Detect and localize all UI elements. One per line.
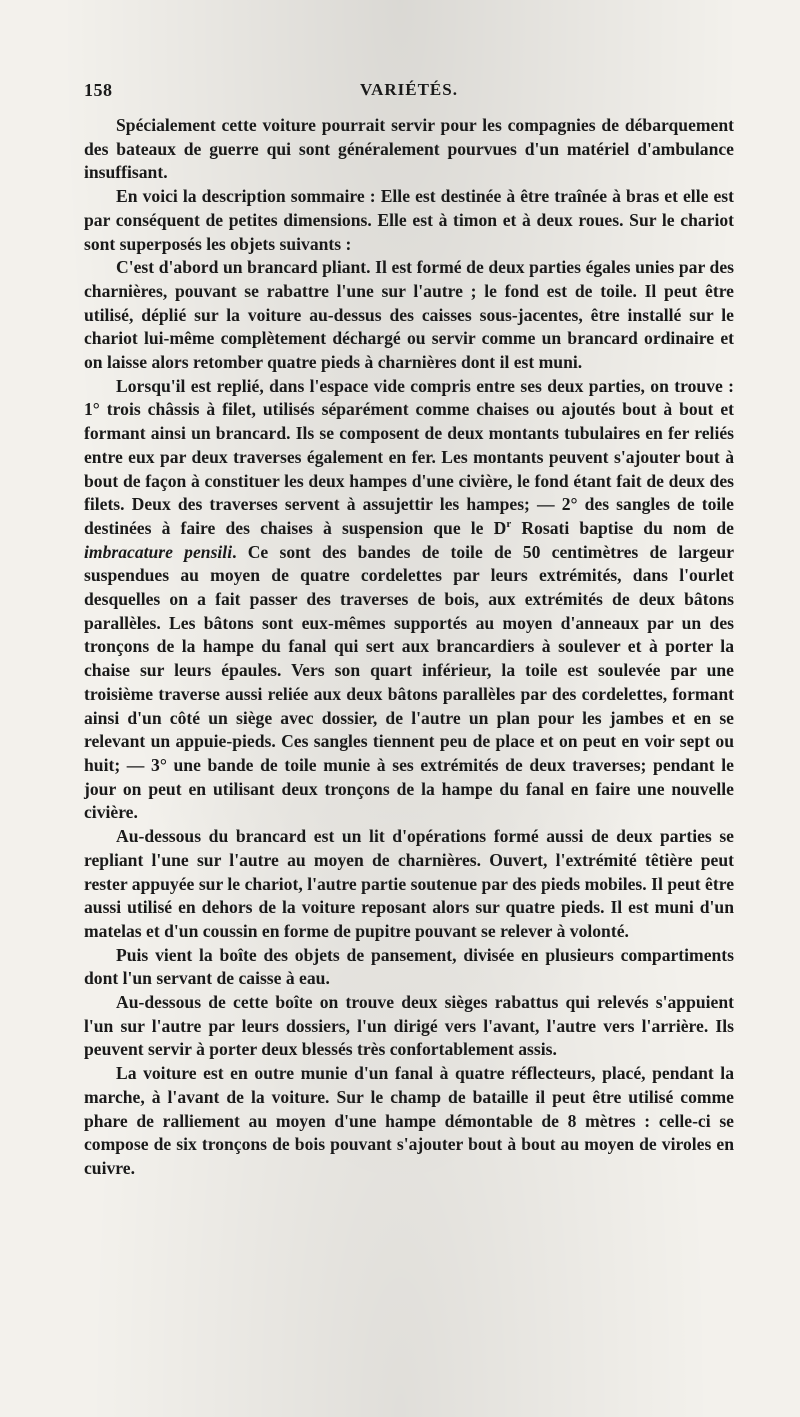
paragraph-lantern: La voiture est en outre munie d'un fanal à quatre réflecteurs, placé, pendant la marche, à l'avant de la voiture. Sur le champ de bataille il peut être utilisé comme phare de ralliement au moyen d'une hampe démontable de 8 mètres : celle-ci se compose de six tronçons de bois pouvant s'ajouter bout à bout au moyen de viroles en cuivre. bbox=[84, 1063, 734, 1178]
paragraph-description: En voici la description sommaire : Elle est destinée à être traînée à bras et elle est par conséquent de petites dimensions. Elle est à timon et à deux roues. Sur le chariot sont superposés les objets suivants : bbox=[84, 186, 734, 254]
paragraph-seats: Au-dessous de cette boîte on trouve deux sièges rabattus qui relevés s'appuient l'un sur l'autre par leurs dossiers, l'un dirigé vers l'avant, l'autre vers l'arrière. Ils peuvent servir à porter deux blessés très confortablement assis. bbox=[84, 992, 734, 1060]
page-header bbox=[84, 80, 734, 106]
paragraph-intro: Spécialement cette voiture pourrait servir pour les compagnies de débarquement des bateaux de guerre qui sont généralement pourvues d'un matériel d'ambulance insuffisant. bbox=[84, 115, 734, 183]
paragraph-dressing-box: Puis vient la boîte des objets de pansement, divisée en plusieurs compartiments dont l'un servant de caisse à eau. bbox=[84, 944, 734, 989]
page-number: 158 bbox=[84, 80, 113, 100]
running-head: VARIÉTÉS. bbox=[360, 80, 458, 99]
italic-term: imbracature pensili bbox=[84, 541, 233, 562]
paragraph-stretcher: C'est d'abord un brancard pliant. Il est formé de deux parties égales unies par des charnières, pouvant se rabattre l'une sur l'autre ; le fond est de toile. Il peut être utilisé, déplié sur la voiture au-dessus des caisses sous-jacentes, être installé sur le chariot lui-même complètement déchargé ou servir comme un brancard ordinaire et on laisse alors retomber quatre pieds à charnières dont il est muni. bbox=[84, 257, 734, 373]
paragraph-operating-bed: Au-dessous du brancard est un lit d'opérations formé aussi de deux parties se repliant l'une sur l'autre au moyen de charnières. Ouvert, l'extrémité têtière peut rester appuyée sur le chariot, l'autre partie soutenue par des pieds mobiles. Il peut être aussi utilisé en dehors de la voiture reposant alors sur quatre pieds. Il est muni d'un matelas et d'un coussin en forme de pupitre pouvant se relever à volonté. bbox=[84, 826, 734, 941]
text-run: Rosati baptise du nom de bbox=[511, 517, 734, 538]
article-body bbox=[84, 114, 734, 1181]
text-run: Lorsqu'il est replié, dans l'espace vide compris entre ses deux parties, on trouve : 1° trois châssis à filet, utilisés séparément comme chaises ou ajoutés bout à bout et formant ainsi un brancard. Ils se composent de deux montants tubulaires en fer reliés entre eux par deux traverses également en fer. Les montants peuvent s'ajouter bout à bout de façon à constituer les deux hampes d'une civière, le fond étant fait de deux des filets. Deux des traverses servent à assujettir les hampes; — 2° des sangles de toile destinées à faire des chaises à suspension que le D bbox=[84, 375, 734, 538]
paragraph-folded-contents bbox=[84, 375, 734, 825]
superscript-r: r bbox=[506, 518, 512, 531]
text-run: . Ce sont des bandes de toile de 50 centimètres de largeur suspendues au moyen de quatre cordelettes par leurs extrémités, dans l'ourlet desquelles on a fait passer des traverses de bois, aux extrémités de deux bâtons parallèles. Les bâtons sont eux-mêmes supportés au moyen d'anneaux par un des tronçons de la hampe du fanal qui sert aux brancardiers à soulever et à porter la chaise sur leurs épaules. Vers son quart inférieur, la toile est soulevée par une troisième traverse aussi reliée aux deux bâtons parallèles par des cordelettes, formant ainsi d'un côté un siège avec dossier, de l'autre un plan pour les jambes et en se relevant un appuie-pieds. Ces sangles tiennent peu de place et on peut en voir sept ou huit; — 3° une bande de toile munie à ses extrémités de deux traverses; pendant le jour on peut en utilisant deux tronçons de la hampe du fanal en faire une nouvelle civière. bbox=[84, 541, 735, 823]
